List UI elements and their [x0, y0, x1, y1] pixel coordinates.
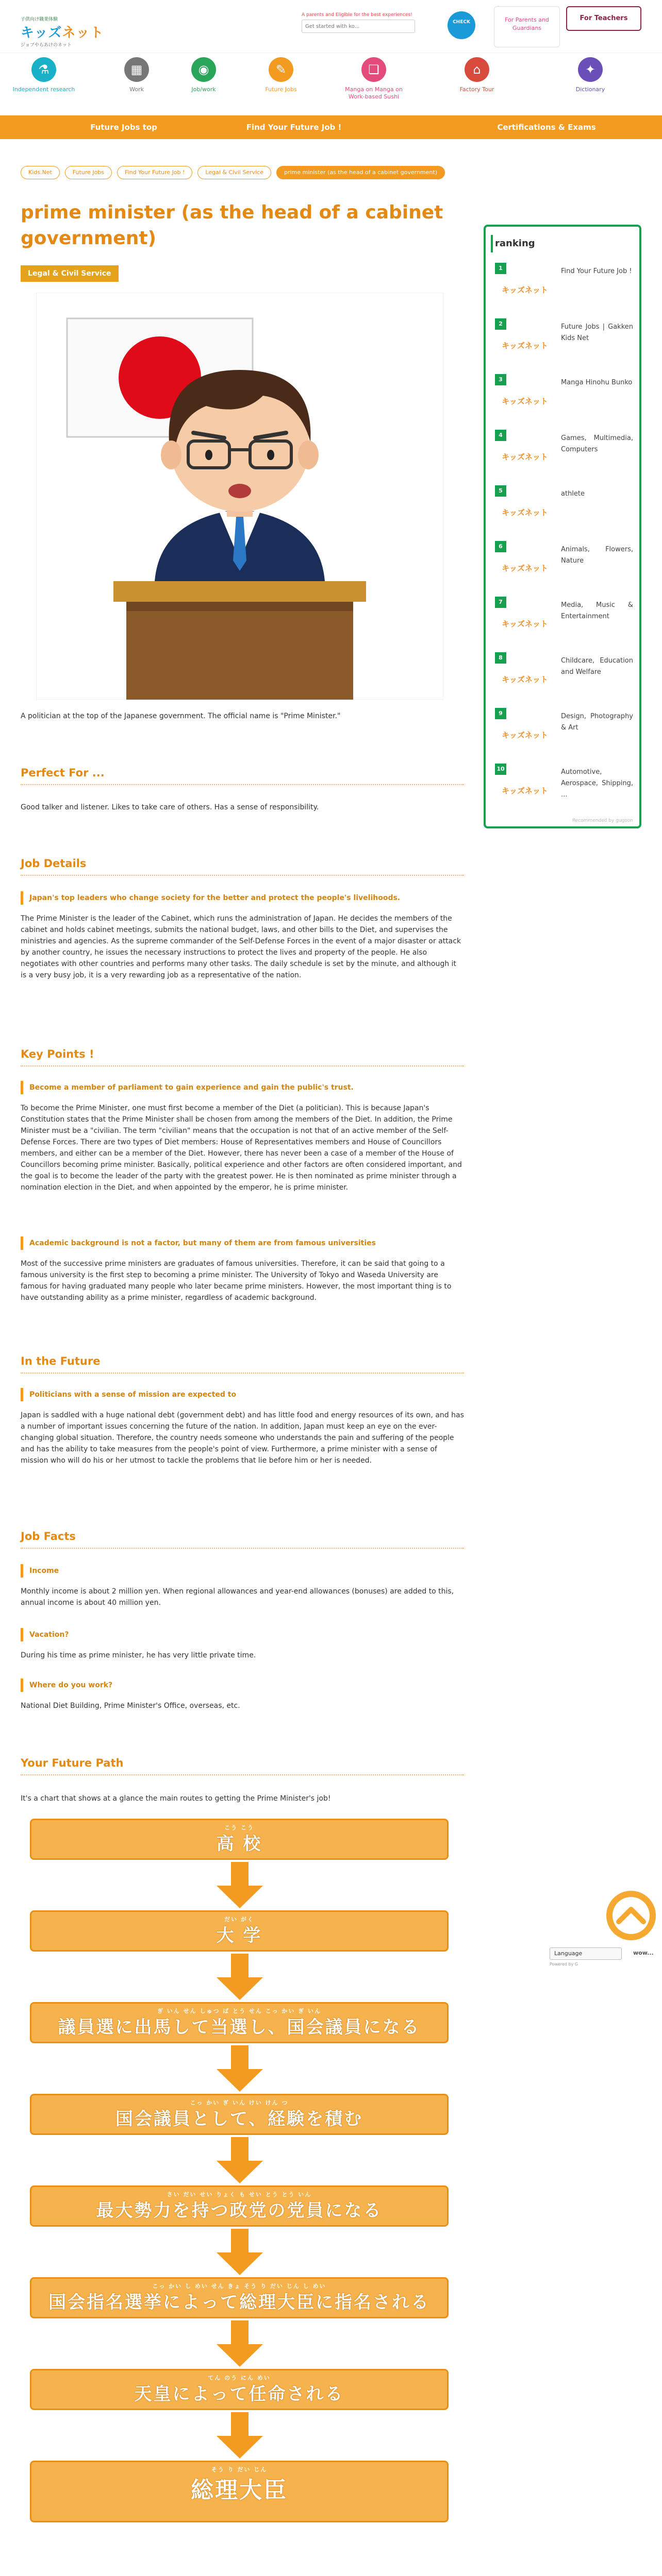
breadcrumb-current: prime minister (as the head of a cabinet government) [276, 166, 445, 179]
ranking-label[interactable]: Automotive, Aerospace, Shipping, ... [561, 768, 633, 799]
arrow-down-icon [217, 2320, 263, 2367]
path-step [30, 2185, 449, 2227]
arrow-down-icon [217, 2229, 263, 2275]
check-badge[interactable]: CHECK [448, 11, 475, 39]
language-select[interactable]: Language [550, 1947, 622, 1960]
language-powered-by: Powered by G [550, 1962, 578, 1967]
parents-button[interactable]: For Parents and Guardians [494, 6, 560, 47]
path-step-text: 天皇によって任命される [134, 2384, 344, 2404]
category-nav-item[interactable] [340, 57, 407, 100]
ranking-number: 4 [495, 430, 506, 441]
dictionary-icon: ✦ [578, 57, 603, 82]
sidebar-powered-by: Recommended by gugoon [572, 818, 633, 823]
path-step [30, 2369, 449, 2410]
arrow-down-icon [217, 2412, 263, 2459]
arrow-down-icon [217, 1862, 263, 1908]
briefcase-icon: ✎ [269, 57, 293, 82]
future-text: Japan is saddled with a huge national debt (government debt) and has little food and energy resources of its own, and has a number of important issues concerning the future of the nation. In addition, Japan must keep an eye on the ever-changing global situation. Therefore, the country needs someone who understands the pain and suffering of the people and has the ability to take measures from the people's point of view. Furthermore, a prime minister with a sense of mission who will do his or her utmost to tackle the problems that lie before him or her is needed. [21, 1411, 464, 1465]
ranking-item[interactable] [495, 597, 634, 650]
ranking-thumbnail-logo: キッズネット [502, 730, 548, 740]
ranking-label[interactable]: Manga Hinohu Bunko [561, 379, 633, 386]
category-nav-item[interactable] [443, 57, 510, 93]
breadcrumb-item[interactable]: Kids.Net [21, 166, 60, 179]
nav-certifications[interactable]: Certifications & Exams [497, 123, 596, 132]
ranking-thumbnail-logo: キッズネット [502, 563, 548, 573]
ranking-heading-bar [491, 235, 493, 252]
category-nav [0, 53, 662, 115]
category-nav-label: Manga on Manga on Work-based Sushi [345, 86, 403, 100]
key-points-subheading-2: Academic background is not a factor, but many of them are from famous universities [21, 1236, 464, 1250]
path-step-ruby: こう こう [224, 1824, 254, 1831]
ranking-thumbnail [499, 664, 551, 694]
path-step [30, 2094, 449, 2135]
path-step-text: 大 学 [216, 1925, 262, 1946]
category-nav-label: Independent research [12, 86, 75, 93]
path-step-ruby: そう り だい じん [211, 2466, 268, 2473]
ranking-label[interactable]: Find Your Future Job ! [561, 267, 632, 275]
ranking-label[interactable]: Future Jobs | Gakken Kids Net [561, 323, 633, 342]
ranking-thumbnail [499, 719, 551, 750]
work-location-label: Where do you work? [21, 1679, 464, 1692]
key-points-text-2: Most of the successive prime ministers are graduates of famous universities. Therefore, it can be said that going to a famous university is the first step to becoming a prime minister. The University of Tokyo and Waseda University are famous for having graduated many people who later became prime ministers. However, the most important thing is to have outstanding ability as a prime minister, regardless of academic background. [21, 1260, 452, 1302]
logo-wordmark: キッズネット [21, 25, 104, 41]
ranking-number: 5 [495, 485, 506, 497]
future-path-intro: It's a chart that shows at a glance the main routes to getting the Prime Minister's job! [21, 1794, 331, 1803]
search-note: A parents and Eligible for the best experiences! [302, 12, 412, 18]
ranking-item[interactable] [495, 263, 634, 316]
breadcrumb-item[interactable]: Legal & Civil Service [197, 166, 271, 179]
path-step [30, 2002, 449, 2043]
ranking-item[interactable] [495, 430, 634, 483]
vacation-label: Vacation? [21, 1628, 464, 1641]
job-details-subheading: Japan's top leaders who change society for the better and protect the people's livelihoods. [21, 891, 464, 905]
ranking-sidebar [484, 225, 641, 828]
path-step-ruby: さい だい せい りょく も せい とう とう いん [167, 2191, 312, 2198]
ranking-thumbnail [499, 274, 551, 305]
ranking-thumbnail-logo: キッズネット [502, 674, 548, 684]
job-details-heading: Job Details [21, 857, 464, 876]
logo-tagline: ジョブやらあけのネット [21, 43, 72, 48]
path-step-text: 国会議員として、経験を積む [115, 2109, 363, 2129]
category-badge[interactable]: Legal & Civil Service [21, 265, 119, 282]
ranking-item[interactable] [495, 652, 634, 706]
path-step-text: 国会指名選挙によって総理大臣に指名される [48, 2292, 430, 2313]
income-text: Monthly income is about 2 million yen. When regional allowances and year-end allowances (bonuses) are added to this, annual income is about 40 million yen. [21, 1587, 454, 1607]
site-header [0, 0, 662, 53]
ranking-thumbnail-logo: キッズネット [502, 786, 548, 795]
path-step-text: 議員選に出馬して当選し、国会議員になる [58, 2017, 421, 2038]
site-logo[interactable] [21, 15, 113, 48]
ranking-item[interactable] [495, 485, 634, 539]
ranking-number: 7 [495, 597, 506, 608]
header-search [302, 12, 446, 33]
search-input[interactable] [302, 20, 415, 33]
path-step-ruby: てん のう にん めい [208, 2375, 271, 2381]
path-step [30, 1819, 449, 1860]
ranking-number: 10 [495, 764, 506, 775]
ranking-label[interactable]: Games, Multimedia, Computers [561, 434, 633, 453]
page-title: prime minister (as the head of a cabinet government) [21, 202, 443, 249]
income-label: Income [21, 1564, 464, 1578]
path-step-ruby: ぎ いん せん しゅつ ば とう せん こっ かい ぎ いん [157, 2008, 322, 2014]
scroll-top-button[interactable] [600, 1890, 662, 1941]
key-points-text-1: To become the Prime Minister, one must first become a member of the Diet (a politician). This is because Japan's Constitution states that the Prime Minister shall be chosen from among the members of the Diet. In addition, the Prime Minister must be a "civilian. The term "civilian" means that the occupation is not that of an active member of the Self-Defense Forces. There are two types of Diet members: House of Representatives members and House of Councillors members, and either can be a member of the Diet. However, there has never been a case of a member of the House of Councillors becoming prime minister. Basically, political experience and other factors are often considered important, and the goal is to become the leader of the party with the greatest power. He is then nominated as prime minister through a nomination election in the Diet, and when appointed by the emperor, he is prime minister. [21, 1104, 462, 1192]
arrow-down-icon [217, 2045, 263, 2092]
key-points-heading: Key Points ! [21, 1048, 464, 1066]
ranking-label[interactable]: Childcare, Education and Welfare [561, 657, 633, 676]
ranking-thumbnail-logo: キッズネット [502, 452, 548, 462]
path-step [30, 2277, 449, 2318]
category-nav-label: Future Jobs [265, 86, 297, 93]
category-nav-item[interactable] [557, 57, 624, 93]
category-nav-item[interactable] [10, 57, 77, 93]
ranking-thumbnail-logo: キッズネット [502, 341, 548, 350]
job-facts-heading: Job Facts [21, 1530, 464, 1549]
future-subheading: Politicians with a sense of mission are expected to [21, 1388, 464, 1401]
prime-minister-illustration [36, 293, 443, 700]
path-step-ruby: こっ かい し めい せん きょ そう り だい じん し めい [152, 2283, 326, 2290]
work-location-text: National Diet Building, Prime Minister's Office, overseas, etc. [21, 1702, 240, 1710]
path-step [30, 2461, 449, 2522]
future-path-chart [26, 1819, 454, 2535]
ranking-number: 3 [495, 374, 506, 385]
path-step [30, 1910, 449, 1952]
ranking-item[interactable] [495, 708, 634, 761]
arrow-down-icon [217, 1954, 263, 2000]
nav-future-jobs-top[interactable]: Future Jobs top [90, 123, 157, 132]
book-icon: ❏ [361, 57, 386, 82]
ranking-item[interactable] [495, 764, 634, 817]
category-nav-label: Dictionary [575, 86, 605, 93]
breadcrumb-item[interactable]: Find Your Future Job ! [117, 166, 192, 179]
ranking-thumbnail [499, 497, 551, 528]
ranking-number: 1 [495, 263, 506, 274]
arrow-down-icon [217, 2137, 263, 2183]
nav-find-job[interactable]: Find Your Future Job ! [246, 123, 342, 132]
ranking-label[interactable]: Animals, Flowers, Nature [561, 546, 633, 565]
category-nav-item[interactable] [170, 57, 237, 93]
ranking-label[interactable]: athlete [561, 490, 585, 498]
ranking-thumbnail [499, 330, 551, 361]
future-path-heading: Your Future Path [21, 1757, 464, 1775]
ranking-label[interactable]: Media, Music & Entertainment [561, 601, 633, 620]
ranking-number: 8 [495, 652, 506, 664]
ranking-thumbnail [499, 441, 551, 472]
ranking-thumbnail [499, 385, 551, 416]
ranking-item[interactable] [495, 318, 634, 372]
key-points-subheading-1: Become a member of parliament to gain experience and gain the public's trust. [21, 1081, 464, 1094]
job-details-text: The Prime Minister is the leader of the Cabinet, which runs the administration of Japan. He decides the members of the cabinet and holds cabinet meetings, submits the national budget, laws, and other bills to the Diet, and supervises the ministries and agencies. As the supreme commander of the Self-Defense Forces in the event of a major disaster or attack by another country, he issues the necessary instructions to protect the lives and property of the people. He also negotiates with other countries and performs many other tasks. The daily schedule is set by the minute, and although it is a very busy job, it is a very rewarding job as a representative of the nation. [21, 914, 461, 979]
ranking-heading: ranking [495, 238, 535, 249]
ranking-item[interactable] [495, 541, 634, 595]
wow-widget[interactable]: wow... [633, 1950, 654, 1956]
path-step-text: 高 校 [216, 1834, 262, 1854]
ranking-thumbnail-logo: キッズネット [502, 619, 548, 629]
ranking-label[interactable]: Design, Photography & Art [561, 713, 633, 732]
flask-icon: ⚗ [31, 57, 56, 82]
illustration-caption: A politician at the top of the Japanese government. The official name is "Prime Minister." [21, 712, 341, 720]
building-icon: ▦ [124, 57, 149, 82]
logo-subtitle: 子供向け職業体験 [21, 17, 58, 22]
ranking-thumbnail [499, 552, 551, 583]
ranking-number: 6 [495, 541, 506, 552]
future-heading: In the Future [21, 1355, 464, 1374]
path-step-ruby: だい がく [224, 1916, 254, 1923]
ranking-number: 2 [495, 318, 506, 330]
ranking-number: 9 [495, 708, 506, 719]
globe-icon: ◉ [191, 57, 216, 82]
category-nav-label: Factory Tour [459, 86, 494, 93]
category-nav-item[interactable] [103, 57, 170, 93]
breadcrumb [21, 166, 445, 181]
path-step-text: 最大勢力を持つ政党の党員になる [96, 2200, 383, 2221]
ranking-thumbnail [499, 775, 551, 806]
category-nav-label: Work [129, 86, 144, 93]
perfect-for-text: Good talker and listener. Likes to take care of others. Has a sense of responsibility. [21, 803, 319, 811]
teachers-button[interactable]: For Teachers [566, 6, 641, 31]
path-step-text: 総理大臣 [191, 2477, 288, 2503]
breadcrumb-item[interactable]: Future Jobs [65, 166, 112, 179]
ranking-thumbnail-logo: キッズネット [502, 396, 548, 406]
path-step-ruby: こっ かい ぎ いん けい けん つ [190, 2099, 289, 2106]
ranking-item[interactable] [495, 374, 634, 428]
factory-icon: ⌂ [465, 57, 489, 82]
ranking-thumbnail-logo: キッズネット [502, 285, 548, 295]
vacation-text: During his time as prime minister, he has very little private time. [21, 1651, 256, 1659]
perfect-for-heading: Perfect For ... [21, 767, 464, 785]
category-nav-item[interactable] [247, 57, 315, 93]
ranking-thumbnail [499, 608, 551, 639]
main-nav-bar [0, 115, 662, 139]
category-nav-label: Job/work [191, 86, 216, 93]
ranking-thumbnail-logo: キッズネット [502, 507, 548, 517]
